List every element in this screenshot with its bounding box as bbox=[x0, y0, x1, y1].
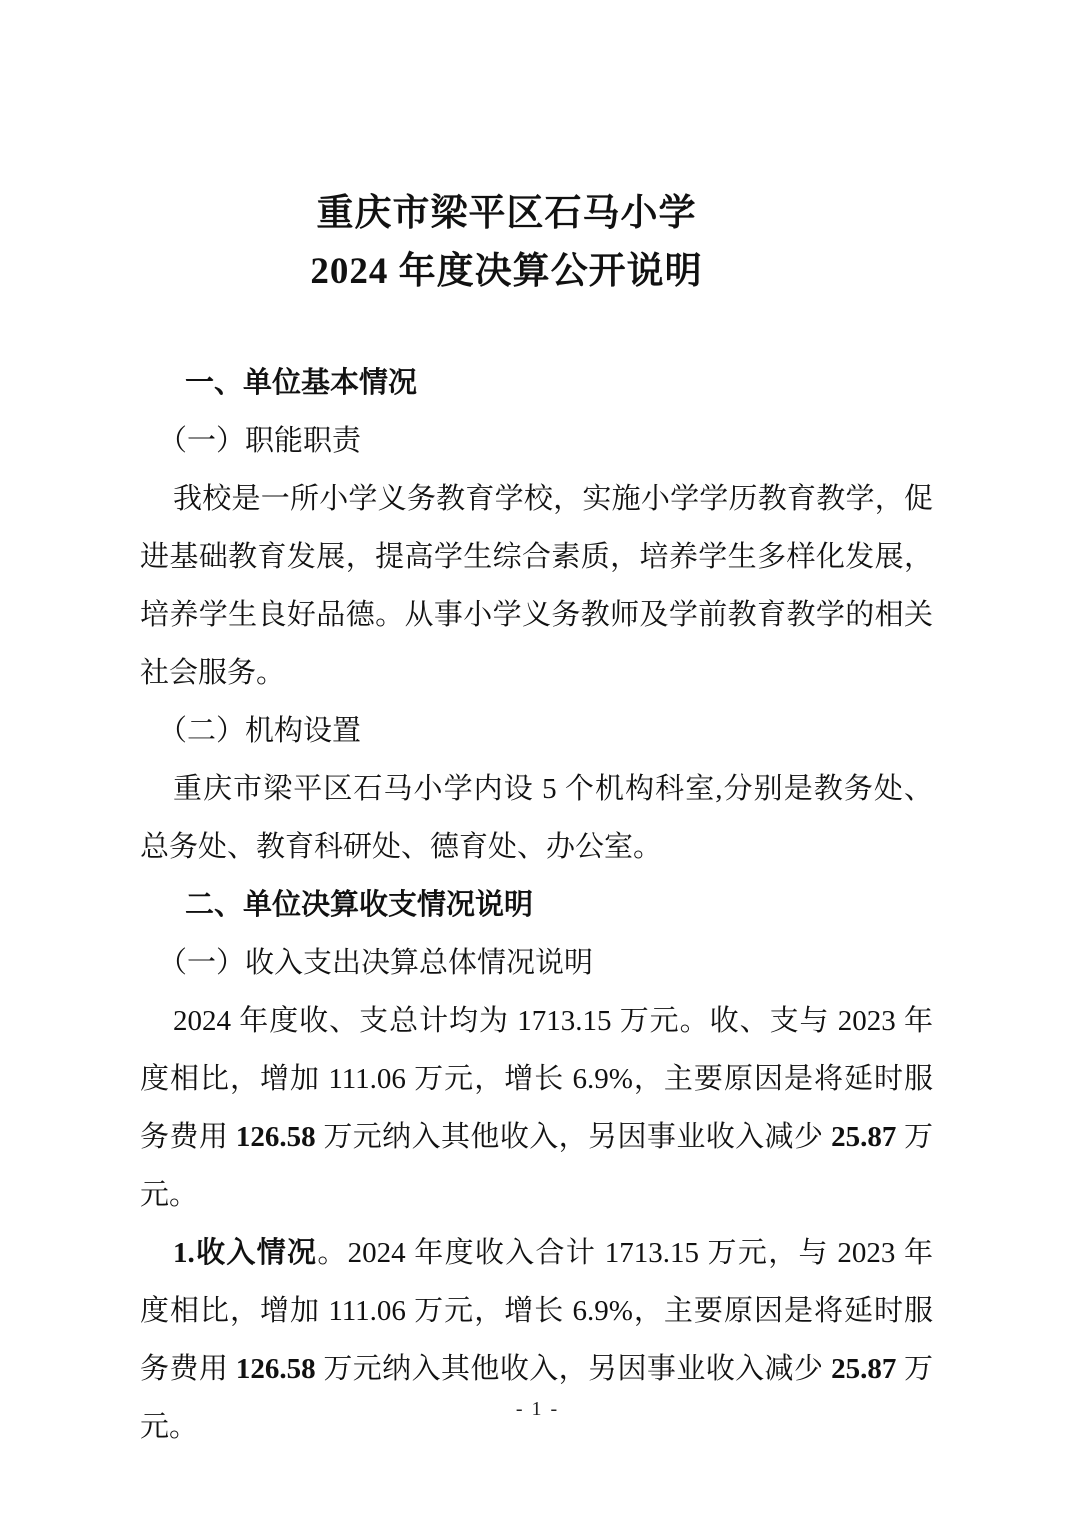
subsection-1-2-heading bbox=[140, 702, 933, 760]
title-line-2: 2024 年度决算公开说明 bbox=[310, 251, 703, 292]
document-title bbox=[140, 185, 933, 301]
document-body bbox=[140, 354, 933, 1456]
subsection-1-1-heading-run: （一）职能职责 bbox=[158, 425, 362, 457]
subsection-2-1-heading-run: （一）收入支出决算总体情况说明 bbox=[158, 947, 594, 979]
section-2-heading-run: 二、单位决算收支情况说明 bbox=[185, 889, 534, 921]
section-1-heading-run: 一、单位基本情况 bbox=[185, 367, 418, 399]
paragraph-budget-overview bbox=[140, 992, 933, 1224]
paragraph-income-run: 25.87 bbox=[831, 1353, 897, 1385]
paragraph-budget-overview-run: 万元。 bbox=[140, 1121, 933, 1211]
paragraph-income-run: 126.58 bbox=[235, 1353, 316, 1385]
paragraph-budget-overview-run: 25.87 bbox=[831, 1121, 897, 1153]
subsection-1-1-heading bbox=[140, 412, 933, 470]
paragraph-income bbox=[140, 1224, 933, 1456]
paragraph-budget-overview-run: 万元纳入其他收入，另因事业收入减少 bbox=[315, 1121, 832, 1153]
section-2-heading bbox=[140, 876, 933, 934]
title-line-1: 重庆市梁平区石马小学 bbox=[316, 193, 697, 234]
paragraph-income-run: 万元。 bbox=[140, 1353, 933, 1443]
page-number: - 1 - bbox=[515, 1398, 560, 1420]
paragraph-budget-overview-run: 2024 年度收、支总计均为 1713.15 万元。收、支与 2023 年度相比，增加 111.06 万元，增长 6.9%，主要原因是将延时服务费用 bbox=[140, 1005, 933, 1153]
paragraph-income-run: 1.收入情况 bbox=[173, 1237, 318, 1269]
section-1-heading bbox=[140, 354, 933, 412]
paragraph-functions bbox=[140, 470, 933, 702]
subsection-2-1-heading bbox=[140, 934, 933, 992]
paragraph-income-run: 。2024 年度收入合计 1713.15 万元，与 2023 年度相比，增加 111.06 万元，增长 6.9%，主要原因是将延时服务费用 bbox=[140, 1237, 933, 1385]
subsection-1-2-heading-run: （二）机构设置 bbox=[158, 715, 362, 747]
paragraph-functions-run: 我校是一所小学义务教育学校，实施小学学历教育教学，促进基础教育发展，提高学生综合素质，培养学生多样化发展，培养学生良好品德。从事小学义务教师及学前教育教学的相关社会服务。 bbox=[140, 483, 933, 689]
paragraph-organization-run: 重庆市梁平区石马小学内设 5 个机构科室,分别是教务处、总务处、教育科研处、德育处、办公室。 bbox=[140, 773, 933, 863]
paragraph-income-run: 万元纳入其他收入，另因事业收入减少 bbox=[315, 1353, 832, 1385]
paragraph-budget-overview-run: 126.58 bbox=[235, 1121, 316, 1153]
paragraph-organization bbox=[140, 760, 933, 876]
document-content bbox=[140, 185, 933, 1456]
